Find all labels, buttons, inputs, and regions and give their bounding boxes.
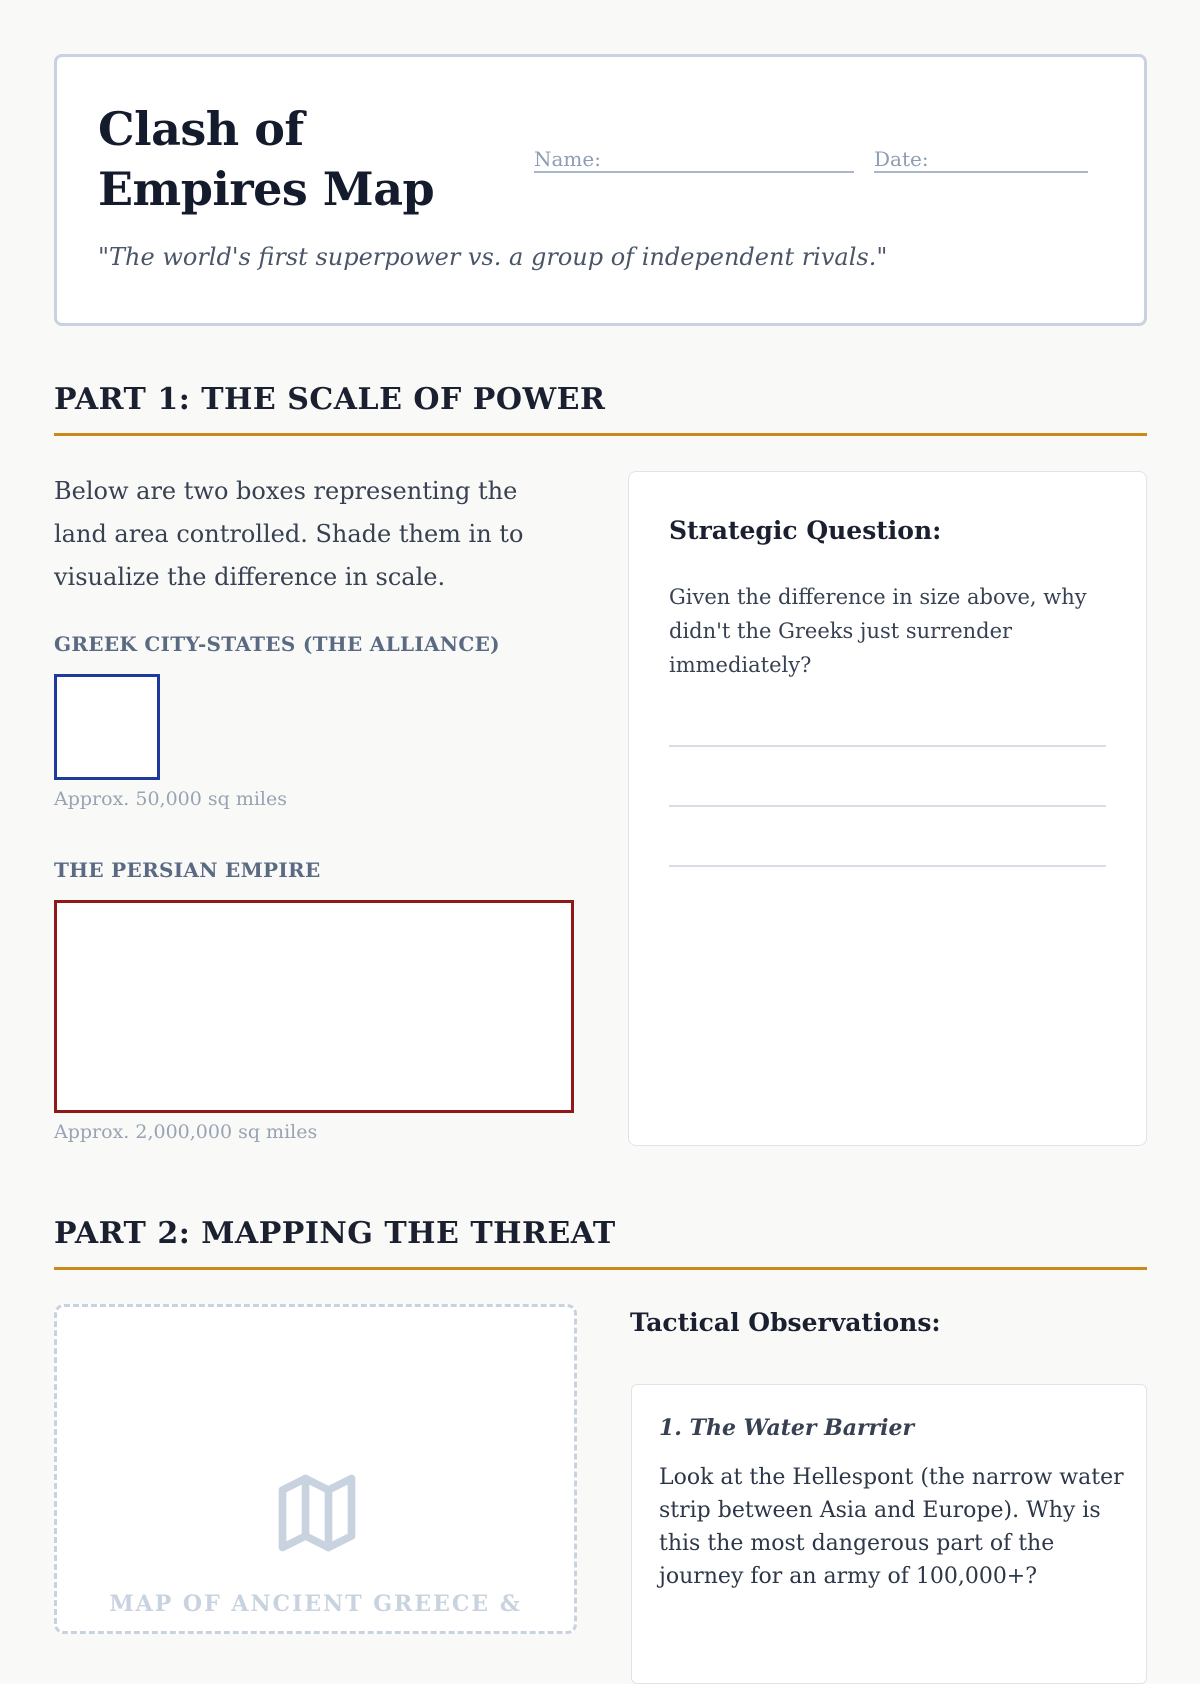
- name-field[interactable]: Name:: [534, 147, 854, 173]
- part1-intro: Below are two boxes representing the land area controlled. Shade them in to visualize the difference in scale.: [54, 477, 524, 591]
- strategic-question-card: [628, 471, 1147, 1146]
- date-field[interactable]: Date:: [874, 147, 1088, 173]
- map-placeholder: [54, 1304, 577, 1634]
- tactical-title: Tactical Observations:: [630, 1308, 941, 1337]
- persia-shade-box[interactable]: [54, 900, 574, 1113]
- greek-label: GREEK CITY-STATES (THE ALLIANCE): [54, 632, 500, 656]
- question-title: Strategic Question:: [669, 516, 942, 545]
- observation-text: Look at the Hellespont (the narrow water strip between Asia and Europe). Why is this the most dangerous part of the journey for an army of 100,000+?: [659, 1465, 1124, 1589]
- answer-line[interactable]: [669, 865, 1106, 867]
- persia-label: THE PERSIAN EMPIRE: [54, 858, 321, 882]
- map-caption: MAP OF ANCIENT GREECE &: [109, 1591, 522, 1617]
- part2-heading: PART 2: MAPPING THE THREAT: [54, 1216, 1147, 1270]
- map-icon: [271, 1467, 363, 1559]
- answer-line[interactable]: [669, 745, 1106, 747]
- answer-line[interactable]: [669, 805, 1106, 807]
- page-title: Clash of Empires Map: [98, 102, 435, 216]
- header-card: [54, 54, 1147, 326]
- header-quote: "The world's first superpower vs. a group of independent rivals.": [98, 243, 888, 271]
- persia-area-note: Approx. 2,000,000 sq miles: [54, 1121, 318, 1143]
- greek-shade-box[interactable]: [54, 674, 160, 780]
- part1-heading: PART 1: THE SCALE OF POWER: [54, 382, 1147, 436]
- observation-card: [631, 1384, 1147, 1684]
- greek-area-note: Approx. 50,000 sq miles: [54, 788, 288, 810]
- observation-title: 1. The Water Barrier: [659, 1415, 915, 1441]
- question-text: Given the difference in size above, why didn't the Greeks just surrender immediately?: [669, 585, 1087, 677]
